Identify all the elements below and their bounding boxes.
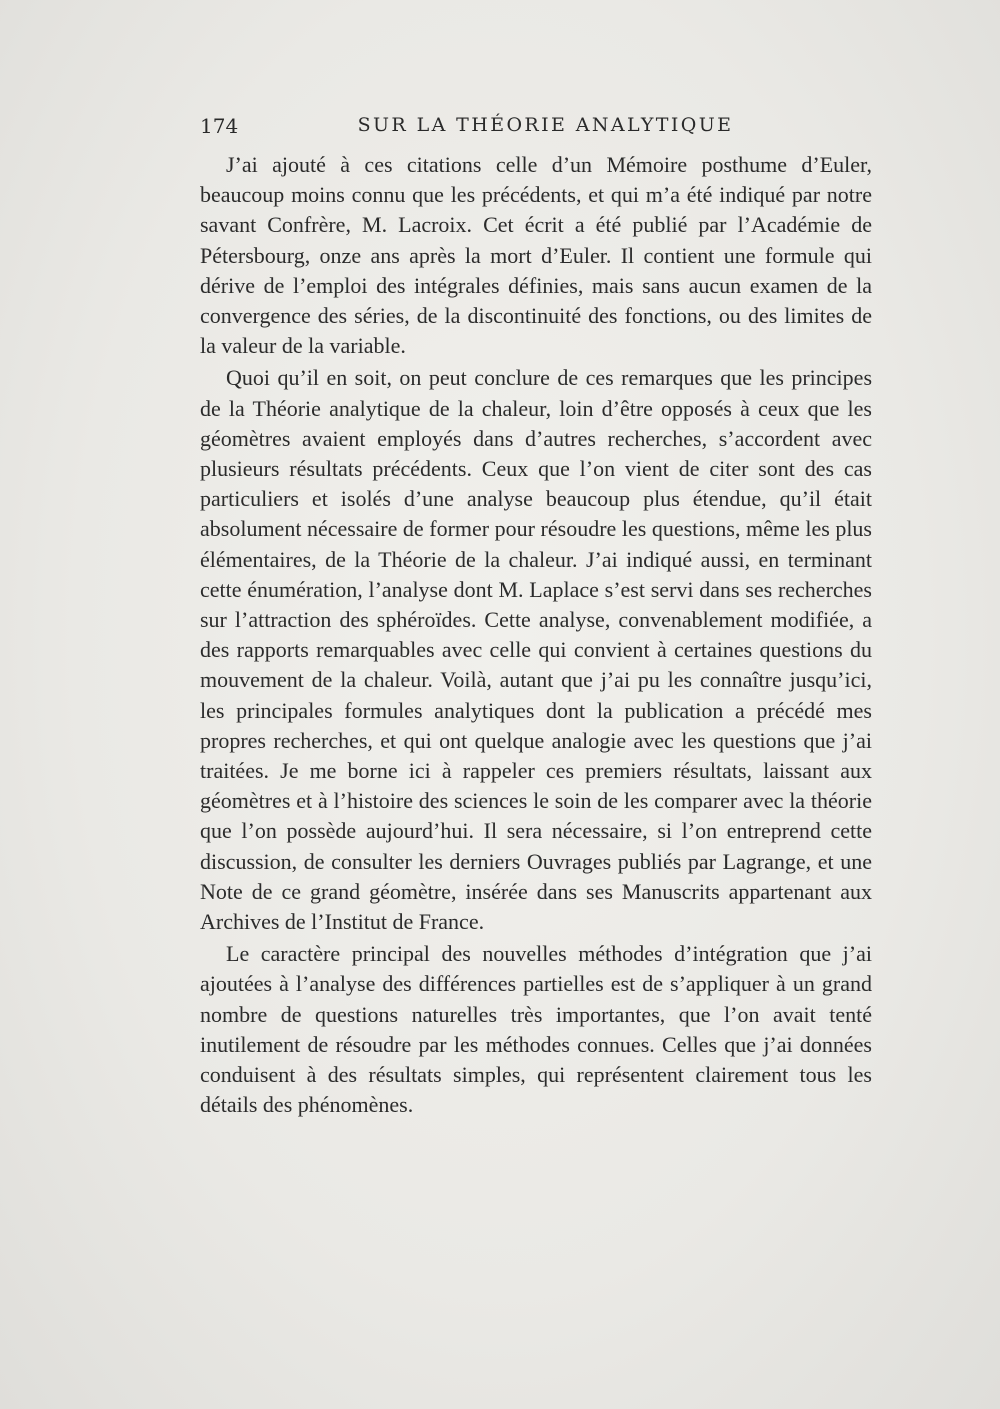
- paragraph-principles: Quoi qu’il en soit, on peut conclure de ces remarques que les principes de la Théorie analytique de la chaleur, loin d’être opposés à ceux que les géomètres avaient employés dans d’autres recherches, s’accordent avec plusieurs résultats précédents. Ceux que l’on vient de citer sont des cas particuliers et isolés d’une analyse beaucoup plus étendue, qu’il était absolument nécessaire de former pour résoudre les questions, même les plus élémentaires, de la Théorie de la chaleur. J’ai indiqué aussi, en terminant cette énumération, l’analyse dont M. Laplace s’est servi dans ses recherches sur l’attraction des sphéroïdes. Cette analyse, convenablement modifiée, a des rapports remarquables avec celle qui convient à certaines questions du mouvement de la chaleur. Voilà, autant que j’ai pu les connaître jusqu’ici, les principales formules analytiques dont la publication a précédé mes propres recherches, et qui ont quelque analogie avec les questions que j’ai traitées. Je me borne ici à rappeler ces premiers résultats, laissant aux géomètres et à l’histoire des sciences le soin de les comparer avec la théorie que l’on possède aujourd’hui. Il sera nécessaire, si l’on entreprend cette discussion, de consulter les derniers Ouvrages publiés par Lagrange, et une Note de ce grand géomètre, insérée dans ses Manuscrits appartenant aux Archives de l’Institut de France.: [200, 365, 872, 935]
- page-number: 174: [200, 114, 239, 138]
- running-title: SUR LA THÉORIE ANALYTIQUE: [357, 114, 734, 136]
- page-header: [200, 114, 875, 142]
- paragraph-methods: Le caractère principal des nouvelles méthodes d’intégration que j’ai ajoutées à l’analyse des différences partielles est de s’appliquer à un grand nombre de questions naturelles très importantes, que l’on avait tenté inutilement de résoudre par les méthodes connues. Celles que j’ai données conduisent à des résultats simples, qui représentent clairement tous les détails des phénomènes.: [200, 941, 872, 1118]
- body-text: [200, 150, 872, 1121]
- paragraph-euler: J’ai ajouté à ces citations celle d’un Mémoire posthume d’Euler, beaucoup moins connu que les précédents, et qui m’a été indiqué par notre savant Confrère, M. Lacroix. Cet écrit a été publié par l’Académie de Pétersbourg, onze ans après la mort d’Euler. Il contient une formule qui dérive de l’emploi des intégrales définies, mais sans aucun examen de la convergence des séries, de la discontinuité des fonctions, ou des limites de la valeur de la variable.: [200, 152, 872, 359]
